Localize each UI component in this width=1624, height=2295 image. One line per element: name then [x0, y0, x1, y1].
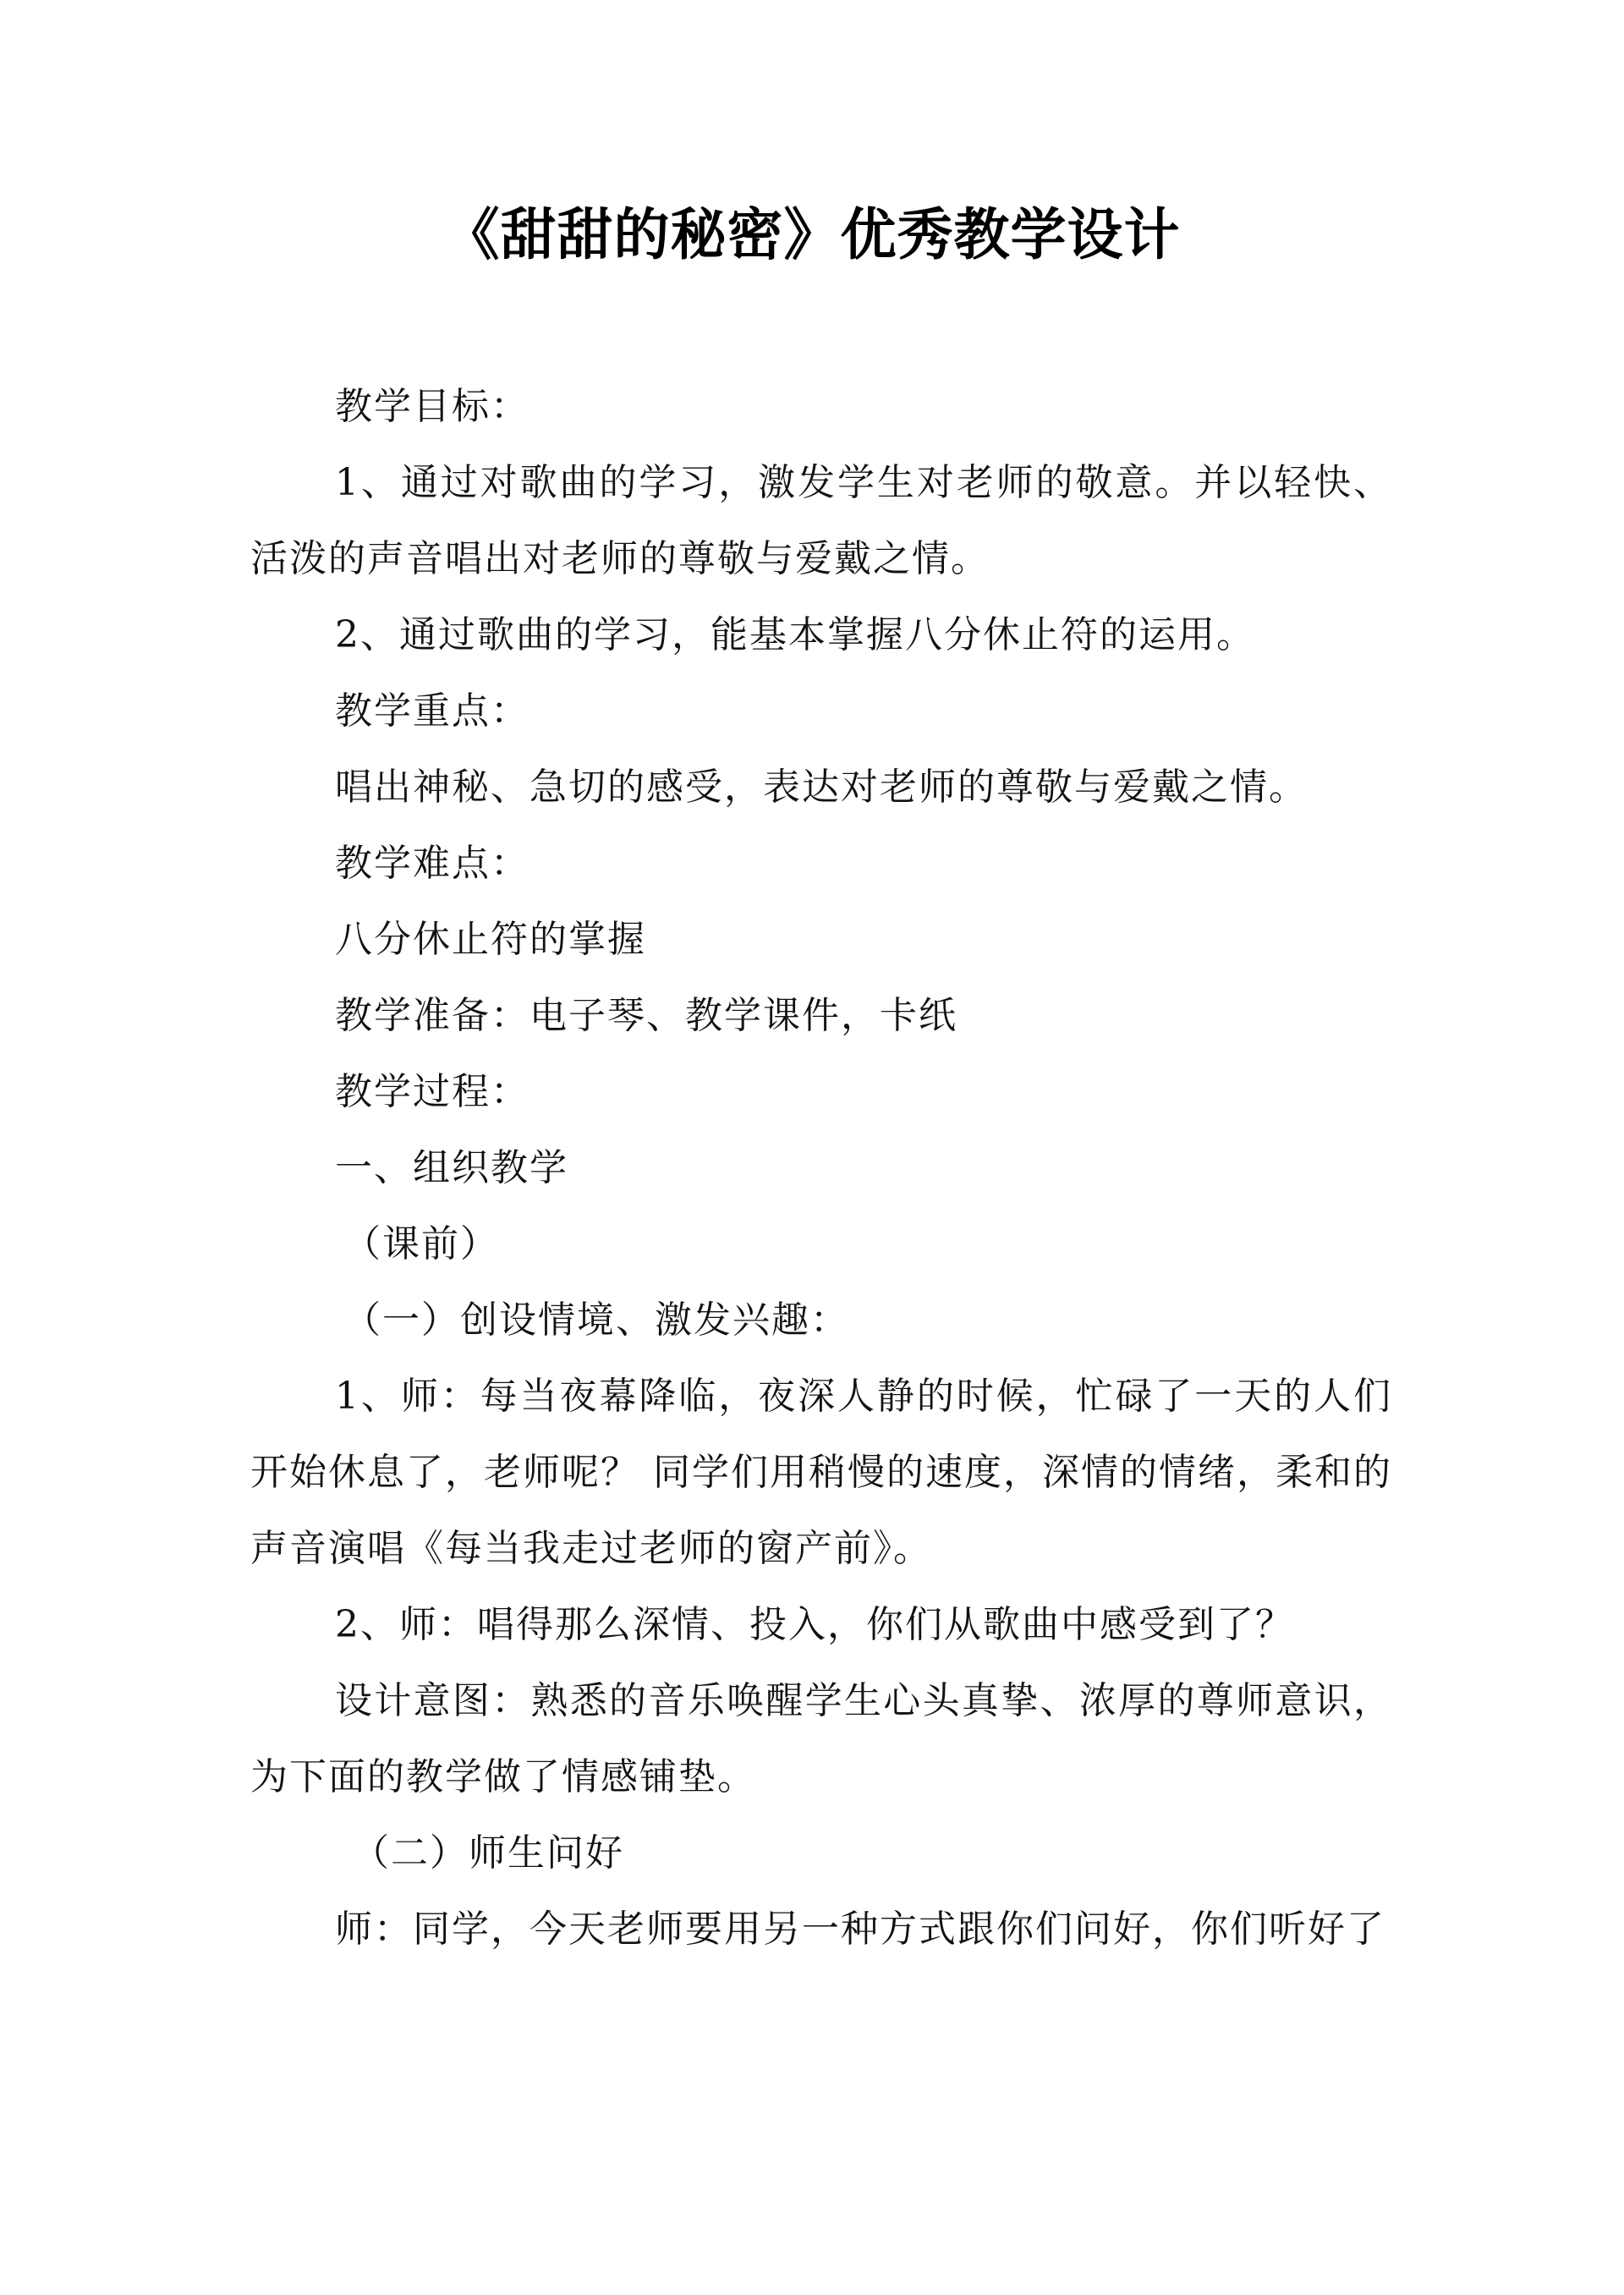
paragraph-teacher-2: 2、师：唱得那么深情、投入，你们从歌曲中感受到了？	[335, 1603, 1294, 1646]
document-title: 《甜甜的秘密》优秀教学设计	[443, 202, 1181, 267]
paragraph-difficulties-heading: 教学难点：	[335, 842, 529, 885]
paragraph-teacher-1: 1、师：每当夜幕降临，夜深人静的时候，忙碌了一天的人们开始休息了，老师呢？ 同学们用稍慢的速度，深情的情绪，柔和的声音演唱《每当我走过老师的窗产前》。	[250, 1375, 1392, 1570]
paragraph-key-points: 唱出神秘、急切的感受，表达对老师的尊敬与爱戴之情。	[335, 766, 1308, 809]
paragraph-goal-2: 2、通过歌曲的学习，能基本掌握八分休止符的运用。	[335, 613, 1255, 656]
paragraph-subsection-1: （一）创设情境、激发兴趣：	[343, 1298, 849, 1342]
paragraph-process-heading: 教学过程：	[335, 1070, 529, 1113]
paragraph-teacher-greeting: 师：同学，今天老师要用另一种方式跟你们问好，你们听好了	[335, 1908, 1385, 1951]
paragraph-design-intent: 设计意图：熟悉的音乐唤醒学生心头真挚、浓厚的尊师意识，为下面的教学做了情感铺垫。	[250, 1679, 1392, 1798]
paragraph-goal-1: 1、通过对歌曲的学习，激发学生对老师的敬意。并以轻快、活泼的声音唱出对老师的尊敬与爱戴之情。	[250, 461, 1392, 580]
document-body	[250, 369, 1392, 1968]
paragraph-subsection-2: （二）师生问好	[352, 1831, 624, 1875]
paragraph-teaching-goals-heading: 教学目标：	[335, 385, 529, 428]
paragraph-key-points-heading: 教学重点：	[335, 689, 529, 733]
paragraph-before-class: （课前）	[343, 1222, 499, 1266]
paragraph-difficulties: 八分休止符的掌握	[335, 918, 646, 961]
paragraph-preparation: 教学准备：电子琴、教学课件，卡纸	[335, 994, 957, 1037]
paragraph-section-1: 一、组织教学	[335, 1146, 568, 1189]
